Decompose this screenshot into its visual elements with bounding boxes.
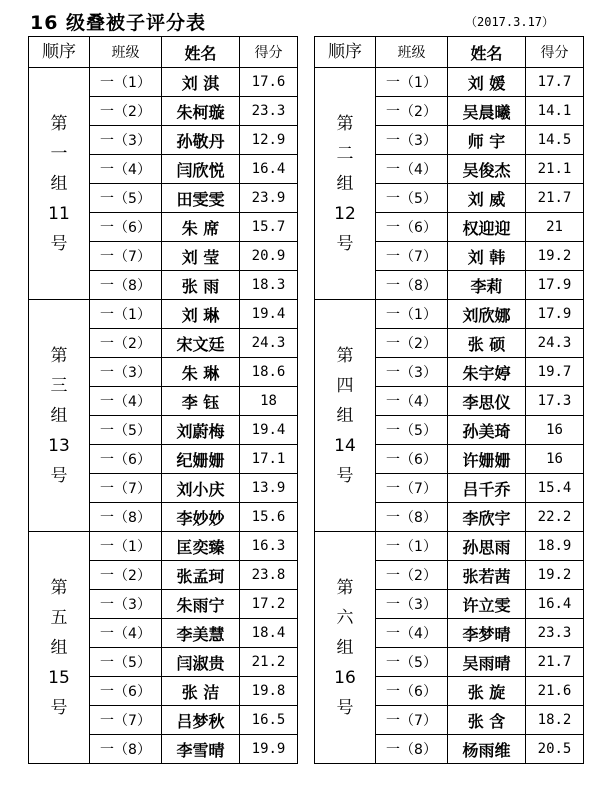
group-label-char: 第 — [336, 113, 354, 134]
class-cell: 一（4） — [90, 155, 162, 184]
class-cell: 一（2） — [90, 329, 162, 358]
score-cell: 19.9 — [240, 735, 298, 764]
score-table-right — [314, 36, 584, 764]
group-label-char: 号 — [50, 233, 68, 254]
name-cell: 刘 媛 — [448, 68, 526, 97]
score-cell: 23.9 — [240, 184, 298, 213]
score-cell: 18.6 — [240, 358, 298, 387]
group-label-char: 一 — [50, 143, 68, 164]
score-cell: 19.4 — [240, 300, 298, 329]
group-label-char: 号 — [50, 697, 68, 718]
group-label-char: 组 — [336, 637, 354, 658]
score-cell: 16.4 — [526, 590, 584, 619]
class-cell: 一（6） — [90, 677, 162, 706]
group-label-char: 第 — [50, 577, 68, 598]
class-cell: 一（1） — [376, 532, 448, 561]
name-cell: 李欣宇 — [448, 503, 526, 532]
header-order: 顺序 — [315, 37, 376, 68]
class-cell: 一（2） — [376, 561, 448, 590]
class-cell: 一（1） — [376, 68, 448, 97]
table-row — [29, 300, 298, 329]
class-cell: 一（2） — [376, 329, 448, 358]
name-cell: 刘蔚梅 — [162, 416, 240, 445]
group-label-char: 组 — [336, 173, 354, 194]
group-label — [315, 300, 376, 532]
group-label-char: 号 — [50, 465, 68, 486]
score-cell: 16 — [526, 416, 584, 445]
class-cell: 一（5） — [90, 416, 162, 445]
class-cell: 一（5） — [90, 648, 162, 677]
score-cell: 21.2 — [240, 648, 298, 677]
name-cell: 张孟珂 — [162, 561, 240, 590]
header-row — [315, 37, 584, 68]
score-table-left — [28, 36, 298, 764]
score-cell: 16.3 — [240, 532, 298, 561]
group-label-char: 第 — [50, 113, 68, 134]
group-label-char: 号 — [336, 697, 354, 718]
class-cell: 一（4） — [376, 619, 448, 648]
score-cell: 14.5 — [526, 126, 584, 155]
table-row — [315, 300, 584, 329]
score-cell: 24.3 — [240, 329, 298, 358]
class-cell: 一（8） — [376, 503, 448, 532]
class-cell: 一（5） — [376, 184, 448, 213]
score-cell: 12.9 — [240, 126, 298, 155]
class-cell: 一（2） — [90, 561, 162, 590]
class-cell: 一（1） — [376, 300, 448, 329]
class-cell: 一（7） — [90, 706, 162, 735]
name-cell: 张 洁 — [162, 677, 240, 706]
class-cell: 一（4） — [90, 619, 162, 648]
name-cell: 李莉 — [448, 271, 526, 300]
score-cell: 15.4 — [526, 474, 584, 503]
score-cell: 18.4 — [240, 619, 298, 648]
name-cell: 李美慧 — [162, 619, 240, 648]
class-cell: 一（5） — [90, 184, 162, 213]
score-cell: 23.3 — [240, 97, 298, 126]
score-cell: 21 — [526, 213, 584, 242]
class-cell: 一（4） — [376, 387, 448, 416]
name-cell: 吴晨曦 — [448, 97, 526, 126]
score-cell: 24.3 — [526, 329, 584, 358]
group-label-char: 第 — [336, 577, 354, 598]
score-cell: 13.9 — [240, 474, 298, 503]
group-label — [315, 532, 376, 764]
name-cell: 朱雨宁 — [162, 590, 240, 619]
group-label-char: 16 — [334, 667, 356, 688]
score-cell: 15.7 — [240, 213, 298, 242]
group-label-char: 13 — [48, 435, 70, 456]
name-cell: 朱 席 — [162, 213, 240, 242]
header-class: 班级 — [376, 37, 448, 68]
group-label-char: 号 — [336, 233, 354, 254]
class-cell: 一（8） — [376, 271, 448, 300]
score-cell: 21.1 — [526, 155, 584, 184]
class-cell: 一（8） — [90, 271, 162, 300]
table-row — [315, 532, 584, 561]
name-cell: 宋文廷 — [162, 329, 240, 358]
score-cell: 19.2 — [526, 242, 584, 271]
score-cell: 19.7 — [526, 358, 584, 387]
name-cell: 孙思雨 — [448, 532, 526, 561]
class-cell: 一（1） — [90, 68, 162, 97]
name-cell: 权迎迎 — [448, 213, 526, 242]
group-label — [29, 300, 90, 532]
score-cell: 19.8 — [240, 677, 298, 706]
score-cell: 17.1 — [240, 445, 298, 474]
date-label: （2017.3.17） — [465, 15, 555, 29]
class-cell: 一（4） — [90, 387, 162, 416]
class-cell: 一（3） — [376, 126, 448, 155]
score-cell: 18 — [240, 387, 298, 416]
name-cell: 张若茜 — [448, 561, 526, 590]
name-cell: 张 含 — [448, 706, 526, 735]
score-cell: 23.8 — [240, 561, 298, 590]
score-cell: 20.9 — [240, 242, 298, 271]
score-cell: 16.4 — [240, 155, 298, 184]
name-cell: 刘 莹 — [162, 242, 240, 271]
score-cell: 17.3 — [526, 387, 584, 416]
score-cell: 21.7 — [526, 648, 584, 677]
name-cell: 李思仪 — [448, 387, 526, 416]
class-cell: 一（8） — [90, 735, 162, 764]
score-cell: 15.6 — [240, 503, 298, 532]
table-body-left — [29, 68, 298, 764]
name-cell: 吴雨晴 — [448, 648, 526, 677]
score-cell: 19.2 — [526, 561, 584, 590]
group-label-char: 组 — [336, 405, 354, 426]
name-cell: 闫淑贵 — [162, 648, 240, 677]
score-cell: 17.6 — [240, 68, 298, 97]
name-cell: 吴俊杰 — [448, 155, 526, 184]
header-order: 顺序 — [29, 37, 90, 68]
score-cell: 20.5 — [526, 735, 584, 764]
name-cell: 田雯雯 — [162, 184, 240, 213]
class-cell: 一（7） — [90, 474, 162, 503]
name-cell: 刘 琳 — [162, 300, 240, 329]
score-cell: 18.3 — [240, 271, 298, 300]
class-cell: 一（6） — [376, 677, 448, 706]
group-label-char: 12 — [334, 203, 356, 224]
table-row — [315, 68, 584, 97]
group-label-char: 第 — [50, 345, 68, 366]
class-cell: 一（8） — [376, 735, 448, 764]
name-cell: 李妙妙 — [162, 503, 240, 532]
name-cell: 刘 淇 — [162, 68, 240, 97]
group-label-char: 14 — [334, 435, 356, 456]
class-cell: 一（5） — [376, 416, 448, 445]
name-cell: 匡奕臻 — [162, 532, 240, 561]
score-cell: 21.7 — [526, 184, 584, 213]
class-cell: 一（2） — [376, 97, 448, 126]
group-label-char: 号 — [336, 465, 354, 486]
header-name: 姓名 — [448, 37, 526, 68]
group-label-char: 四 — [336, 375, 354, 396]
class-cell: 一（3） — [90, 126, 162, 155]
name-cell: 吕千乔 — [448, 474, 526, 503]
class-cell: 一（3） — [376, 590, 448, 619]
class-cell: 一（2） — [90, 97, 162, 126]
name-cell: 刘小庆 — [162, 474, 240, 503]
group-label — [29, 532, 90, 764]
group-label-char: 组 — [50, 637, 68, 658]
score-cell: 19.4 — [240, 416, 298, 445]
class-cell: 一（3） — [90, 358, 162, 387]
header-name: 姓名 — [162, 37, 240, 68]
score-cell: 23.3 — [526, 619, 584, 648]
header-score: 得分 — [526, 37, 584, 68]
class-cell: 一（7） — [90, 242, 162, 271]
class-cell: 一（6） — [90, 445, 162, 474]
table-row — [29, 68, 298, 97]
name-cell: 张 雨 — [162, 271, 240, 300]
class-cell: 一（7） — [376, 474, 448, 503]
group-label-char: 第 — [336, 345, 354, 366]
group-label — [29, 68, 90, 300]
name-cell: 李梦晴 — [448, 619, 526, 648]
name-cell: 刘 威 — [448, 184, 526, 213]
score-cell: 17.9 — [526, 271, 584, 300]
name-cell: 闫欣悦 — [162, 155, 240, 184]
name-cell: 张 硕 — [448, 329, 526, 358]
class-cell: 一（4） — [376, 155, 448, 184]
table-row — [29, 532, 298, 561]
name-cell: 朱宇婷 — [448, 358, 526, 387]
score-cell: 17.7 — [526, 68, 584, 97]
name-cell: 朱柯璇 — [162, 97, 240, 126]
name-cell: 杨雨维 — [448, 735, 526, 764]
score-cell: 16.5 — [240, 706, 298, 735]
group-label-char: 15 — [48, 667, 70, 688]
header-class: 班级 — [90, 37, 162, 68]
score-cell: 17.2 — [240, 590, 298, 619]
score-cell: 21.6 — [526, 677, 584, 706]
score-cell: 14.1 — [526, 97, 584, 126]
class-cell: 一（6） — [376, 445, 448, 474]
score-cell: 17.9 — [526, 300, 584, 329]
name-cell: 许立雯 — [448, 590, 526, 619]
name-cell: 孙美琦 — [448, 416, 526, 445]
score-cell: 16 — [526, 445, 584, 474]
name-cell: 刘 韩 — [448, 242, 526, 271]
header-score: 得分 — [240, 37, 298, 68]
class-cell: 一（8） — [90, 503, 162, 532]
group-label-char: 二 — [336, 143, 354, 164]
group-label-char: 组 — [50, 405, 68, 426]
class-cell: 一（3） — [90, 590, 162, 619]
score-cell: 18.2 — [526, 706, 584, 735]
name-cell: 纪姗姗 — [162, 445, 240, 474]
name-cell: 朱 琳 — [162, 358, 240, 387]
score-cell: 22.2 — [526, 503, 584, 532]
name-cell: 许姗姗 — [448, 445, 526, 474]
class-cell: 一（1） — [90, 300, 162, 329]
name-cell: 孙敬丹 — [162, 126, 240, 155]
table-body-right — [315, 68, 584, 764]
name-cell: 张 旋 — [448, 677, 526, 706]
name-cell: 李 钰 — [162, 387, 240, 416]
page-title: 16 级叠被子评分表 — [30, 12, 207, 34]
group-label-char: 五 — [50, 607, 68, 628]
class-cell: 一（5） — [376, 648, 448, 677]
name-cell: 吕梦秋 — [162, 706, 240, 735]
class-cell: 一（7） — [376, 706, 448, 735]
group-label-char: 组 — [50, 173, 68, 194]
group-label-char: 三 — [50, 375, 68, 396]
name-cell: 李雪晴 — [162, 735, 240, 764]
header-row — [29, 37, 298, 68]
score-cell: 18.9 — [526, 532, 584, 561]
name-cell: 刘欣娜 — [448, 300, 526, 329]
class-cell: 一（6） — [90, 213, 162, 242]
class-cell: 一（3） — [376, 358, 448, 387]
name-cell: 师 宇 — [448, 126, 526, 155]
group-label-char: 11 — [48, 203, 70, 224]
class-cell: 一（7） — [376, 242, 448, 271]
class-cell: 一（1） — [90, 532, 162, 561]
class-cell: 一（6） — [376, 213, 448, 242]
group-label-char: 六 — [336, 607, 354, 628]
group-label — [315, 68, 376, 300]
